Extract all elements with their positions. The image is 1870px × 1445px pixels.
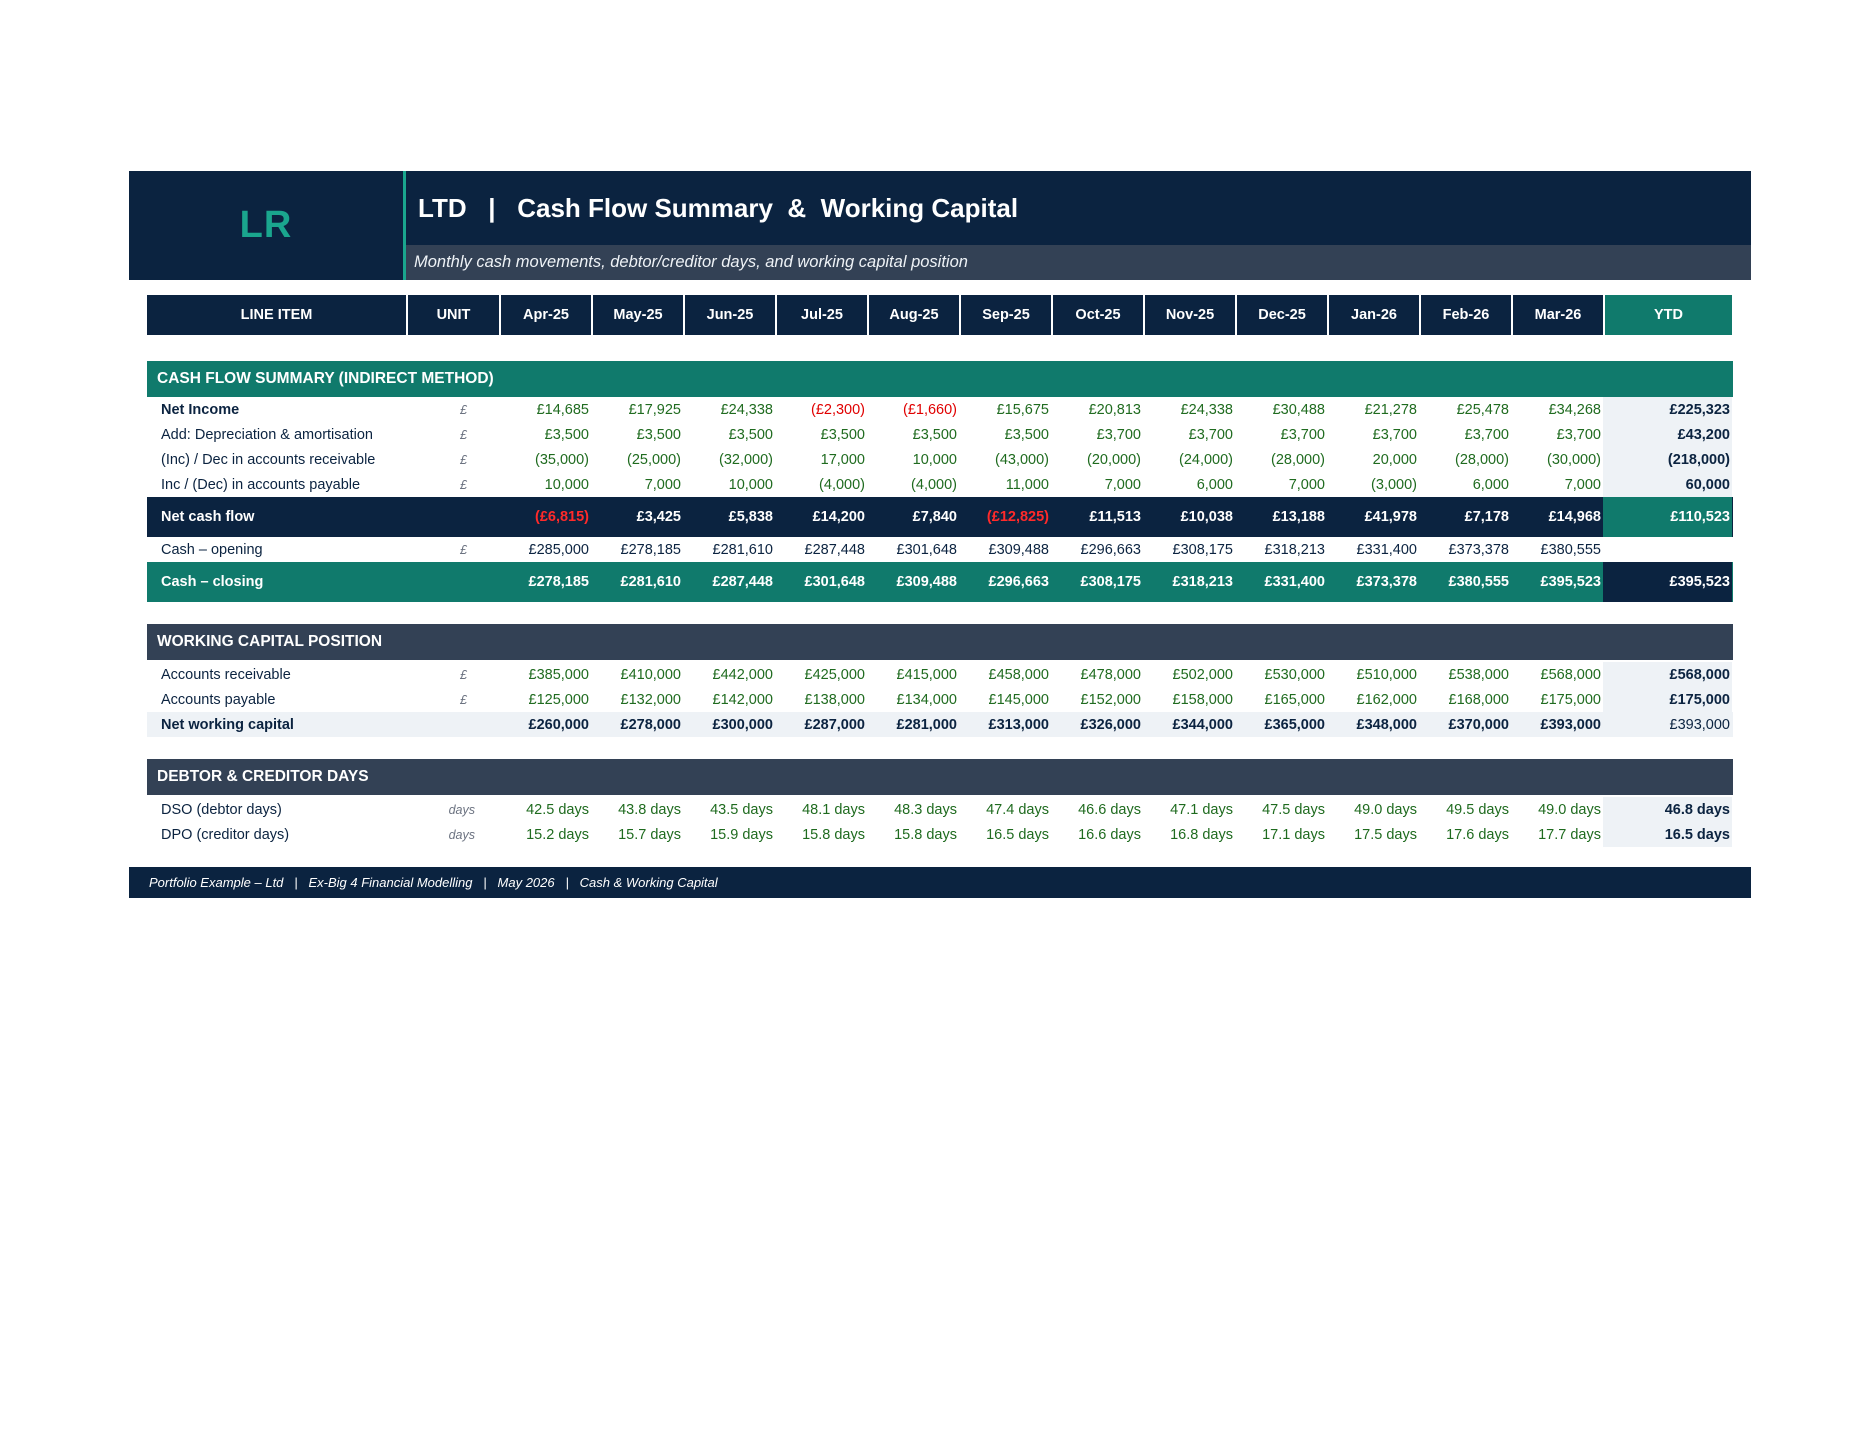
col-header-month: Jul-25	[775, 295, 867, 335]
cell: 17,000	[820, 451, 865, 468]
cell: £15,675	[996, 401, 1049, 418]
col-header-unit: UNIT	[406, 295, 499, 335]
cell: £3,500	[636, 426, 681, 443]
cell: £142,000	[712, 691, 773, 708]
cell: £385,000	[528, 666, 589, 683]
row-cash-closing	[147, 562, 1733, 602]
cell: 49.0 days	[1354, 801, 1417, 818]
row-accounts-payable-change	[147, 472, 1733, 497]
cell: £168,000	[1448, 691, 1509, 708]
row-net-income	[147, 397, 1733, 422]
cell: 48.1 days	[802, 801, 865, 818]
cell: £17,925	[628, 401, 681, 418]
section-title: DEBTOR & CREDITOR DAYS	[157, 768, 369, 785]
cell: £3,700	[1188, 426, 1233, 443]
section-title: CASH FLOW SUMMARY (INDIRECT METHOD)	[157, 370, 494, 387]
col-header-month: Apr-25	[499, 295, 591, 335]
cell: £568,000	[1540, 666, 1601, 683]
cell-negative: (£2,300)	[810, 401, 865, 418]
cell: 10,000	[912, 451, 957, 468]
cell: £25,478	[1456, 401, 1509, 418]
cell: 7,000	[1104, 476, 1141, 493]
cell-ytd: £393,000	[1603, 712, 1732, 737]
cell: 16.6 days	[1078, 826, 1141, 843]
cell: 10,000	[728, 476, 773, 493]
cell: £3,500	[820, 426, 865, 443]
cell: 47.4 days	[986, 801, 1049, 818]
cell: £301,648	[896, 541, 957, 558]
cell: £24,338	[1180, 401, 1233, 418]
cell: £458,000	[988, 666, 1049, 683]
cell: £308,175	[1080, 574, 1141, 590]
cell-negative: (£12,825)	[986, 509, 1049, 525]
row-accounts-receivable-change	[147, 447, 1733, 472]
cell: £41,978	[1364, 509, 1417, 525]
cell: £331,400	[1356, 541, 1417, 558]
cell: £11,513	[1089, 509, 1141, 525]
cell: £278,000	[620, 716, 681, 733]
cell: 42.5 days	[526, 801, 589, 818]
cell: 7,000	[1288, 476, 1325, 493]
row-depreciation	[147, 422, 1733, 447]
cell: £7,178	[1464, 509, 1509, 525]
row-cash-opening	[147, 537, 1733, 562]
cell: £442,000	[712, 666, 773, 683]
row-unit: £	[460, 692, 467, 707]
cell: £296,663	[988, 574, 1049, 590]
cell: £158,000	[1172, 691, 1233, 708]
col-header-month: Jan-26	[1327, 295, 1419, 335]
cell: £318,213	[1264, 541, 1325, 558]
cell: £373,378	[1448, 541, 1509, 558]
cell: £3,500	[728, 426, 773, 443]
cell: (20,000)	[1086, 451, 1141, 468]
cell-negative: (£6,815)	[534, 509, 589, 525]
cell: 15.2 days	[526, 826, 589, 843]
row-unit: £	[460, 452, 467, 467]
cell: 15.7 days	[618, 826, 681, 843]
row-label: Net cash flow	[161, 509, 255, 525]
cell-ytd	[1603, 537, 1732, 562]
section-title: WORKING CAPITAL POSITION	[157, 633, 383, 650]
company-logo	[129, 171, 403, 280]
page-subtitle-bar	[406, 245, 1751, 280]
row-label: DSO (debtor days)	[161, 801, 282, 818]
cell: £309,488	[988, 541, 1049, 558]
cell: £281,610	[620, 574, 681, 590]
cell: £348,000	[1356, 716, 1417, 733]
cell: (28,000)	[1270, 451, 1325, 468]
cell: 10,000	[544, 476, 589, 493]
row-dpo	[147, 822, 1733, 847]
cell: £3,500	[1004, 426, 1049, 443]
cell: £132,000	[620, 691, 681, 708]
cell: £425,000	[804, 666, 865, 683]
cell-ytd: £568,000	[1603, 662, 1732, 687]
cell: 16.8 days	[1170, 826, 1233, 843]
cell: £3,500	[544, 426, 589, 443]
cell: 47.5 days	[1262, 801, 1325, 818]
row-label: Cash – closing	[161, 574, 264, 590]
cell: 47.1 days	[1170, 801, 1233, 818]
cell: £410,000	[620, 666, 681, 683]
row-label: (Inc) / Dec in accounts receivable	[161, 451, 376, 468]
col-header-line-item: LINE ITEM	[147, 295, 406, 335]
col-header-month: Dec-25	[1235, 295, 1327, 335]
cell: £7,840	[912, 509, 957, 525]
cell: (30,000)	[1546, 451, 1601, 468]
cell: 11,000	[1005, 476, 1049, 493]
cell: £296,663	[1080, 541, 1141, 558]
cell: £14,685	[536, 401, 589, 418]
cell: £3,700	[1096, 426, 1141, 443]
cell: £287,448	[712, 574, 773, 590]
row-unit-empty	[406, 712, 499, 737]
cell: 17.6 days	[1446, 826, 1509, 843]
cell: £162,000	[1356, 691, 1417, 708]
row-unit: £	[460, 427, 467, 442]
page-title-bar	[406, 171, 1751, 245]
cell: 17.5 days	[1354, 826, 1417, 843]
cell: 6,000	[1472, 476, 1509, 493]
cell: £393,000	[1540, 716, 1601, 733]
cell: (35,000)	[534, 451, 589, 468]
cell: (24,000)	[1178, 451, 1233, 468]
section-debtor-creditor-days	[147, 759, 1733, 795]
cell: £538,000	[1448, 666, 1509, 683]
row-unit-empty	[406, 562, 499, 602]
row-label: Cash – opening	[161, 541, 263, 558]
cell: 17.7 days	[1538, 826, 1601, 843]
cell: 15.8 days	[802, 826, 865, 843]
page-title: LTD | Cash Flow Summary & Working Capital	[418, 192, 1019, 223]
row-accounts-receivable	[147, 662, 1733, 687]
row-accounts-payable	[147, 687, 1733, 712]
row-unit: £	[460, 477, 467, 492]
cell: £3,425	[636, 509, 681, 525]
row-label: Accounts receivable	[161, 666, 291, 683]
col-header-month: May-25	[591, 295, 683, 335]
cell: £3,700	[1556, 426, 1601, 443]
cell-ytd: £175,000	[1603, 687, 1732, 712]
cell: 7,000	[644, 476, 681, 493]
cell: £278,185	[528, 574, 589, 590]
cell: £331,400	[1264, 574, 1325, 590]
row-unit: days	[448, 827, 475, 842]
cell: £395,523	[1540, 574, 1601, 590]
cell: £326,000	[1080, 716, 1141, 733]
cell: 43.5 days	[710, 801, 773, 818]
row-label: Net working capital	[161, 716, 294, 733]
column-header-row	[147, 295, 1733, 335]
row-net-cash-flow	[147, 497, 1733, 537]
cell: (25,000)	[626, 451, 681, 468]
cell: £313,000	[988, 716, 1049, 733]
cell-ytd: £43,200	[1603, 422, 1732, 447]
row-unit: £	[460, 542, 467, 557]
cell: £380,555	[1540, 541, 1601, 558]
cell: £34,268	[1548, 401, 1601, 418]
cell: £365,000	[1264, 716, 1325, 733]
row-label: Net Income	[161, 401, 240, 418]
cell: £14,968	[1548, 509, 1601, 525]
col-header-month: Feb-26	[1419, 295, 1511, 335]
cell: £308,175	[1172, 541, 1233, 558]
cell: £510,000	[1356, 666, 1417, 683]
cell-ytd: £110,523	[1603, 497, 1732, 537]
cell: £344,000	[1172, 716, 1233, 733]
cell: £281,610	[712, 541, 773, 558]
col-header-month: Sep-25	[959, 295, 1051, 335]
cell-ytd: 46.8 days	[1603, 797, 1732, 822]
col-header-ytd: YTD	[1603, 295, 1732, 335]
row-unit: days	[448, 802, 475, 817]
cell: 15.8 days	[894, 826, 957, 843]
cell-ytd: (218,000)	[1603, 447, 1732, 472]
cell: £175,000	[1540, 691, 1601, 708]
cell: 16.5 days	[986, 826, 1049, 843]
cell: £287,000	[804, 716, 865, 733]
cell: £285,000	[528, 541, 589, 558]
cell: 48.3 days	[894, 801, 957, 818]
cell: £5,838	[728, 509, 773, 525]
cell: (3,000)	[1371, 476, 1417, 493]
cell: £380,555	[1448, 574, 1509, 590]
cell: 49.5 days	[1446, 801, 1509, 818]
row-net-working-capital	[147, 712, 1733, 737]
row-unit: £	[460, 402, 467, 417]
row-dso	[147, 797, 1733, 822]
cell-ytd: £395,523	[1603, 562, 1732, 602]
cell: £134,000	[896, 691, 957, 708]
col-header-month: Nov-25	[1143, 295, 1235, 335]
cell: £370,000	[1448, 716, 1509, 733]
cell: £415,000	[896, 666, 957, 683]
cell: £300,000	[712, 716, 773, 733]
col-header-month: Jun-25	[683, 295, 775, 335]
cell: 15.9 days	[710, 826, 773, 843]
cell: £281,000	[896, 716, 957, 733]
page-subtitle: Monthly cash movements, debtor/creditor days, and working capital position	[414, 253, 968, 271]
cell: £14,200	[812, 509, 865, 525]
cell: £3,700	[1280, 426, 1325, 443]
page-footer	[129, 867, 1751, 898]
section-working-capital	[147, 624, 1733, 660]
cell: £478,000	[1080, 666, 1141, 683]
cell: £138,000	[804, 691, 865, 708]
cell: £20,813	[1088, 401, 1141, 418]
cell-ytd: 60,000	[1603, 472, 1732, 497]
logo-text: LR	[239, 204, 293, 246]
cell: 43.8 days	[618, 801, 681, 818]
col-header-month: Oct-25	[1051, 295, 1143, 335]
row-label: Accounts payable	[161, 691, 276, 708]
cell: 7,000	[1564, 476, 1601, 493]
cell: £530,000	[1264, 666, 1325, 683]
cell: 46.6 days	[1078, 801, 1141, 818]
cell: £3,700	[1372, 426, 1417, 443]
cell: £13,188	[1272, 509, 1325, 525]
cell: 6,000	[1196, 476, 1233, 493]
cell: £125,000	[528, 691, 589, 708]
cell: £3,700	[1464, 426, 1509, 443]
cell-ytd: 16.5 days	[1603, 822, 1732, 847]
cell: (32,000)	[718, 451, 773, 468]
section-cash-flow	[147, 361, 1733, 397]
footer-text: Portfolio Example – Ltd | Ex-Big 4 Financial Modelling | May 2026 | Cash & Working Capital	[149, 875, 718, 890]
cell: £30,488	[1272, 401, 1325, 418]
cell: £21,278	[1364, 401, 1417, 418]
cell: £309,488	[896, 574, 957, 590]
cell: 17.1 days	[1262, 826, 1325, 843]
cell: (4,000)	[819, 476, 865, 493]
cell: £3,500	[912, 426, 957, 443]
cell: (4,000)	[911, 476, 957, 493]
cell: £278,185	[620, 541, 681, 558]
row-unit-empty	[406, 497, 499, 537]
cell: £287,448	[804, 541, 865, 558]
row-label: DPO (creditor days)	[161, 826, 290, 843]
cell: £165,000	[1264, 691, 1325, 708]
cell-ytd: £225,323	[1603, 397, 1732, 422]
cell: £24,338	[720, 401, 773, 418]
cell: £10,038	[1180, 509, 1233, 525]
cell: £152,000	[1080, 691, 1141, 708]
row-label: Inc / (Dec) in accounts payable	[161, 476, 361, 493]
cell: £145,000	[988, 691, 1049, 708]
cell: (43,000)	[994, 451, 1049, 468]
cell-negative: (£1,660)	[902, 401, 957, 418]
row-label: Add: Depreciation & amortisation	[161, 426, 373, 443]
row-unit: £	[460, 667, 467, 682]
cell: 49.0 days	[1538, 801, 1601, 818]
col-header-month: Mar-26	[1511, 295, 1603, 335]
cell: £260,000	[528, 716, 589, 733]
col-header-month: Aug-25	[867, 295, 959, 335]
cell: £502,000	[1172, 666, 1233, 683]
cell: (28,000)	[1454, 451, 1509, 468]
cell: £301,648	[804, 574, 865, 590]
cell: £318,213	[1172, 574, 1233, 590]
cell: 20,000	[1372, 451, 1417, 468]
cell: £373,378	[1356, 574, 1417, 590]
